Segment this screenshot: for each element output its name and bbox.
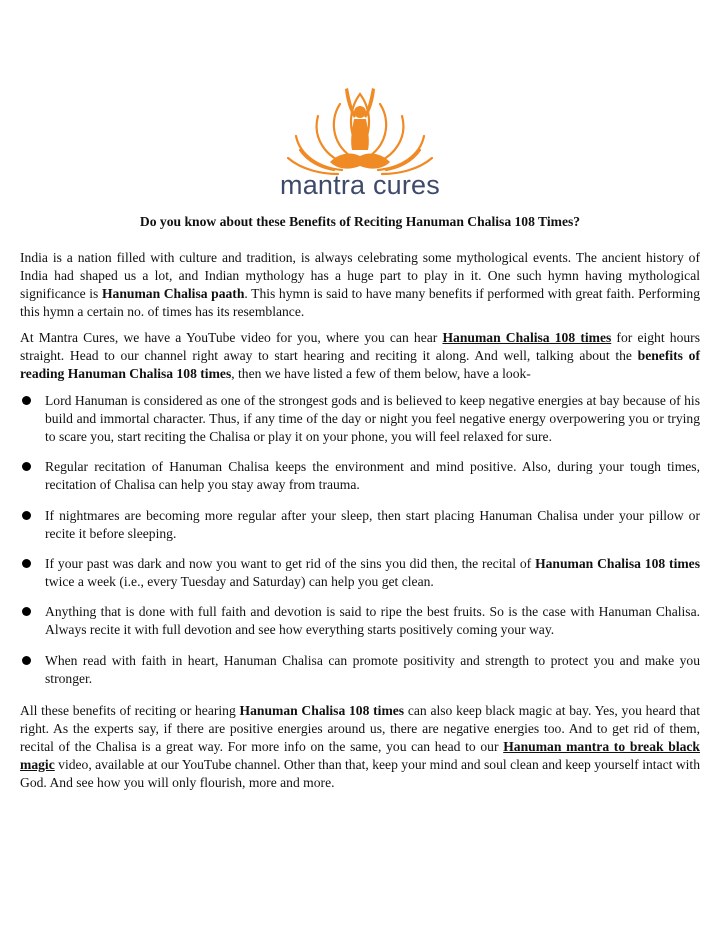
benefit-item-6: When read with faith in heart, Hanuman Chalisa can promote positivity and strength to protect you and make you stronger. — [20, 652, 700, 688]
hanuman-chalisa-108-times-term: Hanuman Chalisa 108 times — [535, 556, 700, 571]
page-title: Do you know about these Benefits of Reciting Hanuman Chalisa 108 Times? — [139, 214, 581, 229]
brand-name: mantra cures — [280, 170, 440, 200]
bullet-icon — [22, 511, 31, 520]
bullet-icon — [22, 396, 31, 405]
bullet-icon — [22, 559, 31, 568]
hanuman-chalisa-paath-term: Hanuman Chalisa paath — [101, 286, 245, 301]
benefit-item-1: Lord Hanuman is considered as one of the strongest gods and is believed to keep negative energies at bay because of his build and immortal character. Thus, if any time of the day or night you feel negative energy overpowering you or trying to scare you, start reciting the Chalisa or play it on your phone, you will feel relaxed for sure. — [20, 392, 700, 446]
youtube-paragraph: At Mantra Cures, we have a YouTube video for you, where you can hear Hanuman Chalisa 108 times for eight hours straight. Head to our channel right away to start hearing and reciting it along. And well, talking about the benefits of reading Hanuman Chalisa 108 times, then we have listed a few of them below, have a look- — [20, 330, 700, 381]
benefit-item-5: Anything that is done with full faith and devotion is said to ripe the best fruits. So is the case with Hanuman Chalisa. Always recite it with full devotion and see how everything starts positively coming your way. — [20, 603, 700, 639]
bullet-icon — [22, 462, 31, 471]
intro-paragraph: India is a nation filled with culture and tradition, is always celebrating some mythological events. The ancient history of India had shaped us a lot, and Indian mythology has a huge part to play in it. One such hymn having mythological significance is Hanuman Chalisa paath. This hymn is said to have many benefits if performed with great faith. Performing this hymn a certain no. of times has its resemblance. — [20, 250, 700, 319]
benefit-item-4: If your past was dark and now you want to get rid of the sins you did then, the recital of Hanuman Chalisa 108 times twice a week (i.e., every Tuesday and Saturday) can help you get clean. — [20, 555, 700, 591]
hanuman-mantra-black-magic-link[interactable]: Hanuman mantra to break black magic — [20, 739, 700, 772]
benefit-item-2: Regular recitation of Hanuman Chalisa keeps the environment and mind positive. Also, during your tough times, recitation of Chalisa can help you stay away from trauma. — [20, 458, 700, 494]
bullet-icon — [22, 607, 31, 616]
hanuman-chalisa-108-times-term: Hanuman Chalisa 108 times — [239, 703, 405, 718]
hanuman-chalisa-108-times-link[interactable]: Hanuman Chalisa 108 times — [442, 330, 612, 345]
benefit-item-3: If nightmares are becoming more regular after your sleep, then start placing Hanuman Chalisa under your pillow or recite it before sleeping. — [20, 507, 700, 543]
benefits-term: benefits of reading Hanuman Chalisa 108 times — [20, 348, 700, 381]
closing-paragraph: All these benefits of reciting or hearing Hanuman Chalisa 108 times can also keep black magic at bay. Yes, you heard that right. As the experts say, if there are positive energies around us, there are negative energies too. And to get rid of them, recital of the Chalisa is a great way. For more info on the same, you can head to our Hanuman mantra to break black magic video, available at our YouTube channel. Other than that, keep your mind and soul clean and keep yourself intact with God. And see how you will only flourish, more and more. — [20, 703, 700, 790]
bullet-icon — [22, 656, 31, 665]
